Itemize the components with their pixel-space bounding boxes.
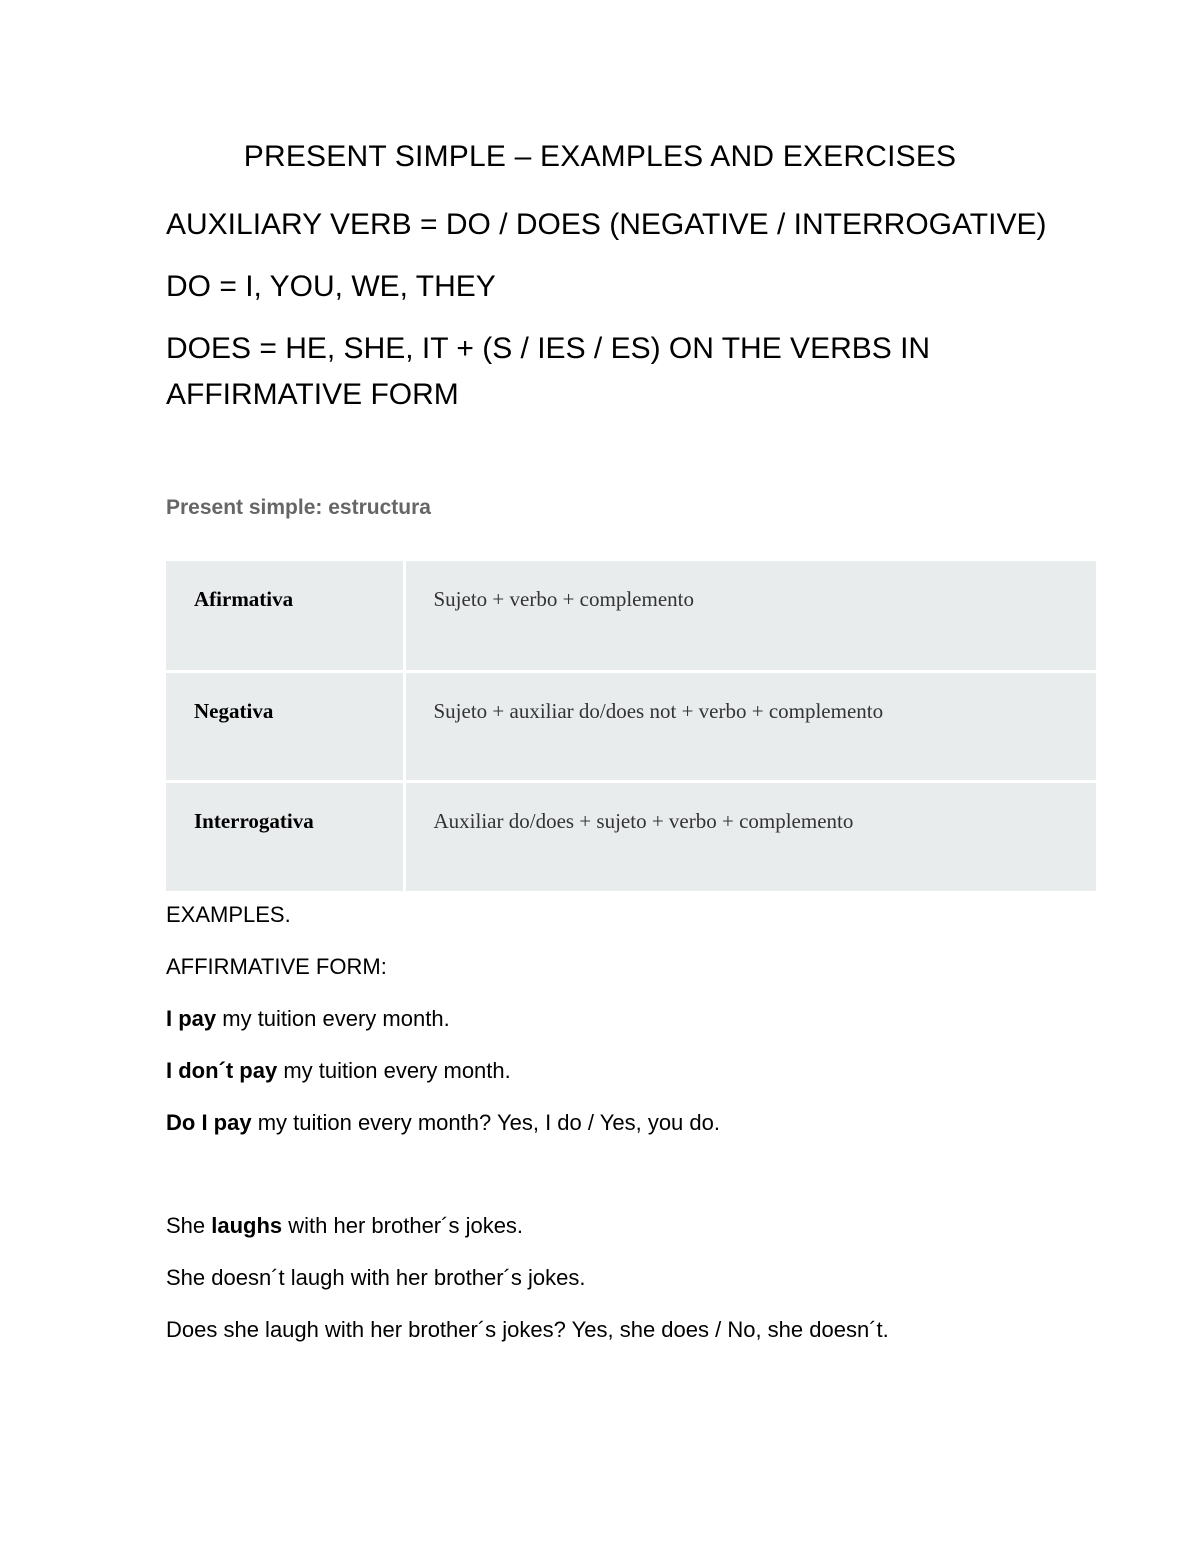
example-pay-negative <box>166 1058 511 1084</box>
example-verb: I don´t pay <box>166 1058 278 1083</box>
does-rule: DOES = HE, SHE, IT + (S / IES / ES) ON THE VERBS IN AFFIRMATIVE FORM <box>166 332 931 411</box>
table-row <box>166 781 1096 891</box>
table-row <box>166 671 1096 781</box>
example-verb: I pay <box>166 1006 217 1031</box>
page-title: PRESENT SIMPLE – EXAMPLES AND EXERCISES <box>243 140 957 173</box>
form-cell: Afirmativa <box>166 561 404 671</box>
examples-heading: EXAMPLES. <box>166 902 291 927</box>
example-text: my tuition every month. <box>277 1058 511 1083</box>
example-text: my tuition every month. <box>216 1006 450 1031</box>
table-row <box>166 561 1096 671</box>
example-laugh-question: Does she laugh with her brother´s jokes? Yes, she does / No, she doesn´t. <box>166 1317 889 1342</box>
example-laugh-negative: She doesn´t laugh with her brother´s jokes. <box>166 1265 586 1290</box>
example-text: with her brother´s jokes. <box>282 1213 524 1238</box>
example-verb: Do I pay <box>166 1110 252 1135</box>
structure-table <box>166 561 1096 891</box>
example-pay-affirmative <box>166 1006 450 1032</box>
example-text: She <box>166 1213 212 1238</box>
form-cell: Interrogativa <box>166 781 404 891</box>
example-pay-question <box>166 1110 720 1136</box>
structure-heading: Present simple: estructura <box>166 496 431 519</box>
example-verb: laughs <box>211 1213 283 1238</box>
example-laugh-affirmative <box>166 1213 523 1239</box>
affirmative-form-heading: AFFIRMATIVE FORM: <box>166 954 387 979</box>
pattern-cell: Sujeto + verbo + complemento <box>404 561 1096 671</box>
example-text: my tuition every month? Yes, I do / Yes, you do. <box>251 1110 720 1135</box>
auxiliary-rule: AUXILIARY VERB = DO / DOES (NEGATIVE / INTERROGATIVE) <box>166 208 1047 241</box>
do-rule: DO = I, YOU, WE, THEY <box>166 270 496 303</box>
form-cell: Negativa <box>166 671 404 781</box>
pattern-cell: Auxiliar do/does + sujeto + verbo + complemento <box>404 781 1096 891</box>
pattern-cell: Sujeto + auxiliar do/does not + verbo + complemento <box>404 671 1096 781</box>
